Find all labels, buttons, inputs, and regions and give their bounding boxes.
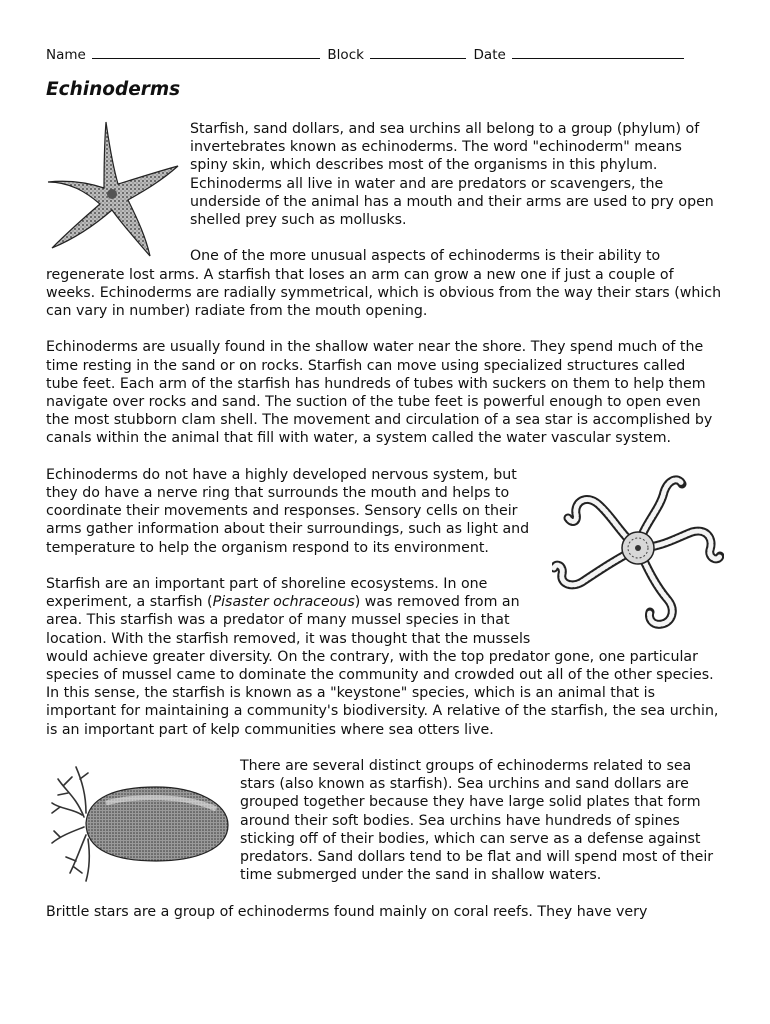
species-name: Pisaster ochraceous	[212, 594, 355, 611]
date-label: Date	[473, 47, 506, 63]
paragraph-1: Starfish, sand dollars, and sea urchins all belong to a group (phylum) of invertebrates known as echinoderms. The word "echinoderm" means spiny skin, which describes most of the organisms in this phylum. Echinoderms all live in water and are predators or scavengers, the underside of the animal has a mouth and their arms are used to pry open shelled prey such as mollusks.	[190, 121, 714, 229]
paragraph-7: Brittle stars are a group of echinoderms found mainly on coral reefs. They have very	[46, 903, 648, 920]
article-body	[46, 120, 722, 939]
block-blank[interactable]	[370, 46, 466, 59]
paragraph-2: One of the more unusual aspects of echinoderms is their ability to regenerate lost arms. A starfish that loses an arm can grow a new one if just a couple of weeks. Echinoderms are radially symmetrical, which is obvious from the way their stars (which can vary in number) radiate from the mouth opening.	[46, 248, 722, 320]
p5-text-before: Starfish are an important part of shoreline ecosystems. In one experiment, a starfish (	[46, 576, 488, 611]
student-info-header	[46, 46, 687, 63]
brittle-star-illustration	[552, 466, 724, 630]
starfish-illustration	[46, 120, 186, 260]
sea-cucumber-illustration	[46, 757, 232, 887]
p5-text-after: ) was removed from an area. This starfish was a predator of many mussel species in that location. With the starfish removed, it was thought that the mussels would achieve greater diversity. On the contrary, with the top predator gone, one particular species of mussel came to dominate the community and crowded out all of the other species. In this sense, the starfish is known as a "keystone" species, which is an animal that is important for maintaining a community's biodiversity. A relative of the starfish, the sea urchin, is an important part of kelp communities where sea otters live.	[46, 594, 719, 738]
name-label: Name	[46, 47, 86, 63]
paragraph-3: Echinoderms are usually found in the shallow water near the shore. They spend much of the time resting in the sand or on rocks. Starfish can move using specialized structures called tube feet. Each arm of the starfish has hundreds of tubes with suckers on them to help them navigate over rocks and sand. The suction of the tube feet is powerful enough to open even the most stubborn clam shell. The movement and circulation of a sea star is accomplished by canals within the animal that fill with water, a system called the water vascular system.	[46, 339, 713, 447]
name-blank[interactable]	[92, 46, 320, 59]
paragraph-4: Echinoderms do not have a highly developed nervous system, but they do have a nerve ring that surrounds the mouth and helps to coordinate their movements and responses. Sensory cells on their arms gather information about their surroundings, such as light and temperature to help the organism respond to its environment.	[46, 466, 530, 556]
page-title: Echinoderms	[46, 79, 181, 100]
paragraph-6: There are several distinct groups of echinoderms related to sea stars (also known as starfish). Sea urchins and sand dollars are grouped together because they have large solid plates that form around their soft bodies. Sea urchins have hundreds of spines sticking off of their bodies, which can serve as a defense against predators. Sand dollars tend to be flat and will spend most of their time submerged under the sand in shallow waters.	[240, 758, 714, 884]
date-blank[interactable]	[512, 46, 684, 59]
block-label: Block	[327, 47, 364, 63]
